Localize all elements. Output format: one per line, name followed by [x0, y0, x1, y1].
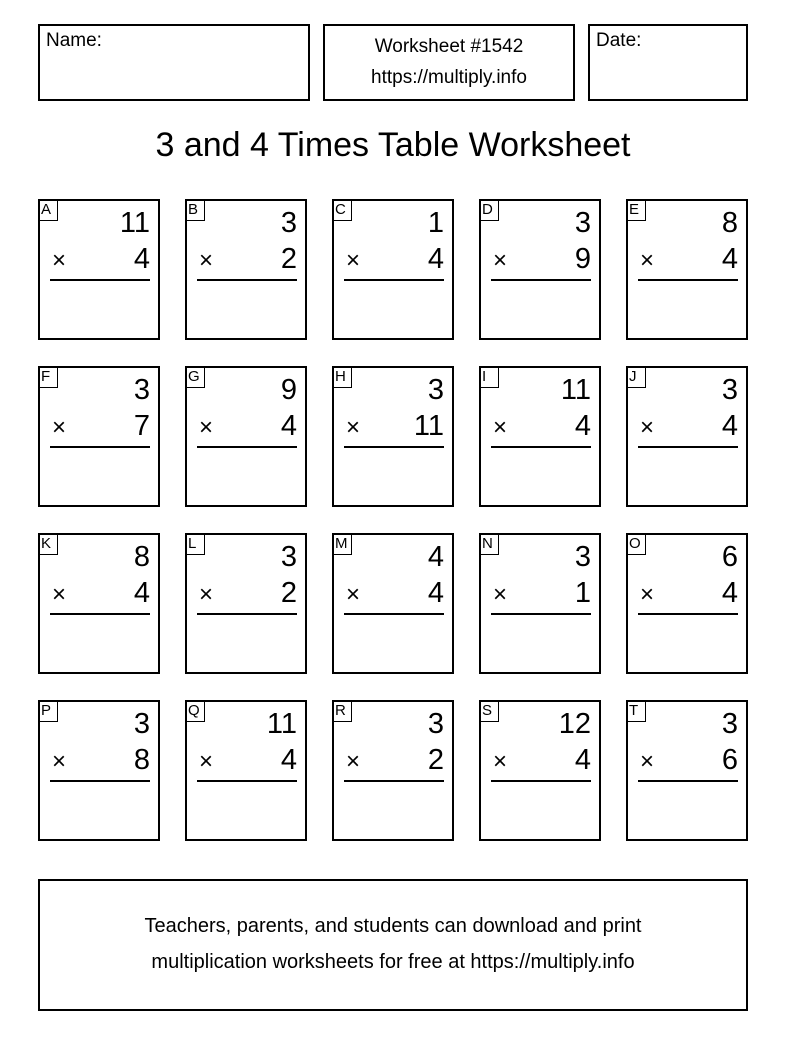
problem-letter: G	[185, 366, 205, 388]
problem-card	[38, 533, 160, 674]
multiply-sign: ×	[199, 414, 214, 441]
multiply-sign: ×	[640, 748, 655, 775]
answer-line	[638, 780, 738, 782]
worksheet-number: Worksheet #1542	[374, 36, 524, 57]
worksheet-url: https://multiply.info	[371, 67, 527, 88]
multiplicand: 3	[133, 708, 150, 740]
problem-letter: F	[38, 366, 58, 388]
multiply-sign: ×	[640, 247, 655, 274]
answer-line	[638, 613, 738, 615]
answer-line	[638, 279, 738, 281]
page-title: 3 and 4 Times Table Worksheet	[155, 126, 631, 164]
multiplicand: 3	[427, 708, 444, 740]
multiply-sign: ×	[493, 247, 508, 274]
multiply-sign: ×	[640, 414, 655, 441]
answer-line	[344, 613, 444, 615]
multiplier: 1	[574, 577, 591, 609]
footer-line-1: Teachers, parents, and students can download and print	[144, 915, 642, 937]
multiplicand: 12	[558, 708, 591, 740]
multiplier: 4	[721, 577, 738, 609]
multiplier: 4	[574, 744, 591, 776]
multiplicand: 11	[119, 207, 150, 239]
multiplicand: 4	[427, 541, 444, 573]
problem-card	[479, 700, 601, 841]
problem-letter: J	[626, 366, 646, 388]
problem-card	[479, 533, 601, 674]
problem-letter: C	[332, 199, 352, 221]
multiplier: 2	[427, 744, 444, 776]
worksheet-info-box	[323, 24, 575, 101]
multiply-sign: ×	[52, 581, 67, 608]
problem-card	[38, 199, 160, 340]
answer-line	[50, 613, 150, 615]
multiplicand: 3	[280, 207, 297, 239]
multiplier: 4	[280, 744, 297, 776]
multiplier: 2	[280, 243, 297, 275]
multiplicand: 11	[266, 708, 297, 740]
multiplicand: 3	[574, 541, 591, 573]
problem-card	[626, 533, 748, 674]
problem-letter: N	[479, 533, 499, 555]
multiplicand: 11	[560, 374, 591, 406]
problem-card	[332, 366, 454, 507]
multiply-sign: ×	[199, 748, 214, 775]
multiplier: 7	[133, 410, 150, 442]
multiply-sign: ×	[52, 247, 67, 274]
problem-letter: K	[38, 533, 58, 555]
problem-card	[332, 199, 454, 340]
multiplicand: 9	[280, 374, 297, 406]
answer-line	[197, 279, 297, 281]
multiplier: 4	[721, 410, 738, 442]
multiply-sign: ×	[493, 414, 508, 441]
answer-line	[50, 446, 150, 448]
problem-card	[185, 700, 307, 841]
multiply-sign: ×	[493, 581, 508, 608]
problem-card	[479, 199, 601, 340]
problem-card	[626, 700, 748, 841]
problem-letter: M	[332, 533, 352, 555]
multiplier: 4	[280, 410, 297, 442]
answer-line	[491, 279, 591, 281]
multiplicand: 3	[280, 541, 297, 573]
multiplicand: 1	[427, 207, 444, 239]
answer-line	[50, 279, 150, 281]
problem-card	[332, 533, 454, 674]
multiplier: 4	[721, 243, 738, 275]
multiply-sign: ×	[346, 247, 361, 274]
problem-letter: B	[185, 199, 205, 221]
problem-letter: R	[332, 700, 352, 722]
answer-line	[197, 780, 297, 782]
multiply-sign: ×	[493, 748, 508, 775]
problem-letter: Q	[185, 700, 205, 722]
problem-letter: O	[626, 533, 646, 555]
answer-line	[638, 446, 738, 448]
answer-line	[344, 279, 444, 281]
multiply-sign: ×	[199, 581, 214, 608]
multiplier: 6	[721, 744, 738, 776]
problem-letter: P	[38, 700, 58, 722]
problem-card	[38, 366, 160, 507]
problem-card	[185, 199, 307, 340]
multiplicand: 3	[427, 374, 444, 406]
multiplier: 4	[133, 243, 150, 275]
problem-card	[626, 366, 748, 507]
problem-card	[38, 700, 160, 841]
answer-line	[344, 446, 444, 448]
answer-line	[197, 446, 297, 448]
answer-line	[50, 780, 150, 782]
date-label: Date:	[596, 30, 642, 51]
multiplier: 2	[280, 577, 297, 609]
problem-card	[626, 199, 748, 340]
multiplicand: 6	[721, 541, 738, 573]
answer-line	[491, 613, 591, 615]
multiply-sign: ×	[346, 748, 361, 775]
multiplier: 4	[427, 577, 444, 609]
answer-line	[491, 446, 591, 448]
multiplier: 9	[574, 243, 591, 275]
problem-card	[185, 366, 307, 507]
multiply-sign: ×	[52, 748, 67, 775]
multiplier: 4	[133, 577, 150, 609]
name-label: Name:	[46, 30, 102, 51]
multiply-sign: ×	[346, 414, 361, 441]
problem-letter: A	[38, 199, 58, 221]
date-field-box	[588, 24, 748, 101]
multiply-sign: ×	[640, 581, 655, 608]
multiplicand: 3	[721, 708, 738, 740]
answer-line	[197, 613, 297, 615]
multiply-sign: ×	[346, 581, 361, 608]
answer-line	[491, 780, 591, 782]
multiply-sign: ×	[52, 414, 67, 441]
problem-letter: L	[185, 533, 205, 555]
problem-letter: H	[332, 366, 352, 388]
name-field-box	[38, 24, 310, 101]
problem-card	[332, 700, 454, 841]
problem-card	[185, 533, 307, 674]
multiplicand: 3	[133, 374, 150, 406]
multiplicand: 8	[721, 207, 738, 239]
multiplier: 4	[427, 243, 444, 275]
multiplier: 4	[574, 410, 591, 442]
problem-letter: I	[479, 366, 499, 388]
answer-line	[344, 780, 444, 782]
problem-letter: D	[479, 199, 499, 221]
multiplicand: 3	[574, 207, 591, 239]
problem-letter: T	[626, 700, 646, 722]
multiplier: 8	[133, 744, 150, 776]
problem-letter: S	[479, 700, 499, 722]
multiplicand: 3	[721, 374, 738, 406]
footer-box	[38, 879, 748, 1011]
problem-letter: E	[626, 199, 646, 221]
footer-line-2: multiplication worksheets for free at https://multiply.info	[151, 951, 635, 973]
multiplicand: 8	[133, 541, 150, 573]
multiply-sign: ×	[199, 247, 214, 274]
problem-card	[479, 366, 601, 507]
multiplier: 11	[413, 410, 444, 442]
